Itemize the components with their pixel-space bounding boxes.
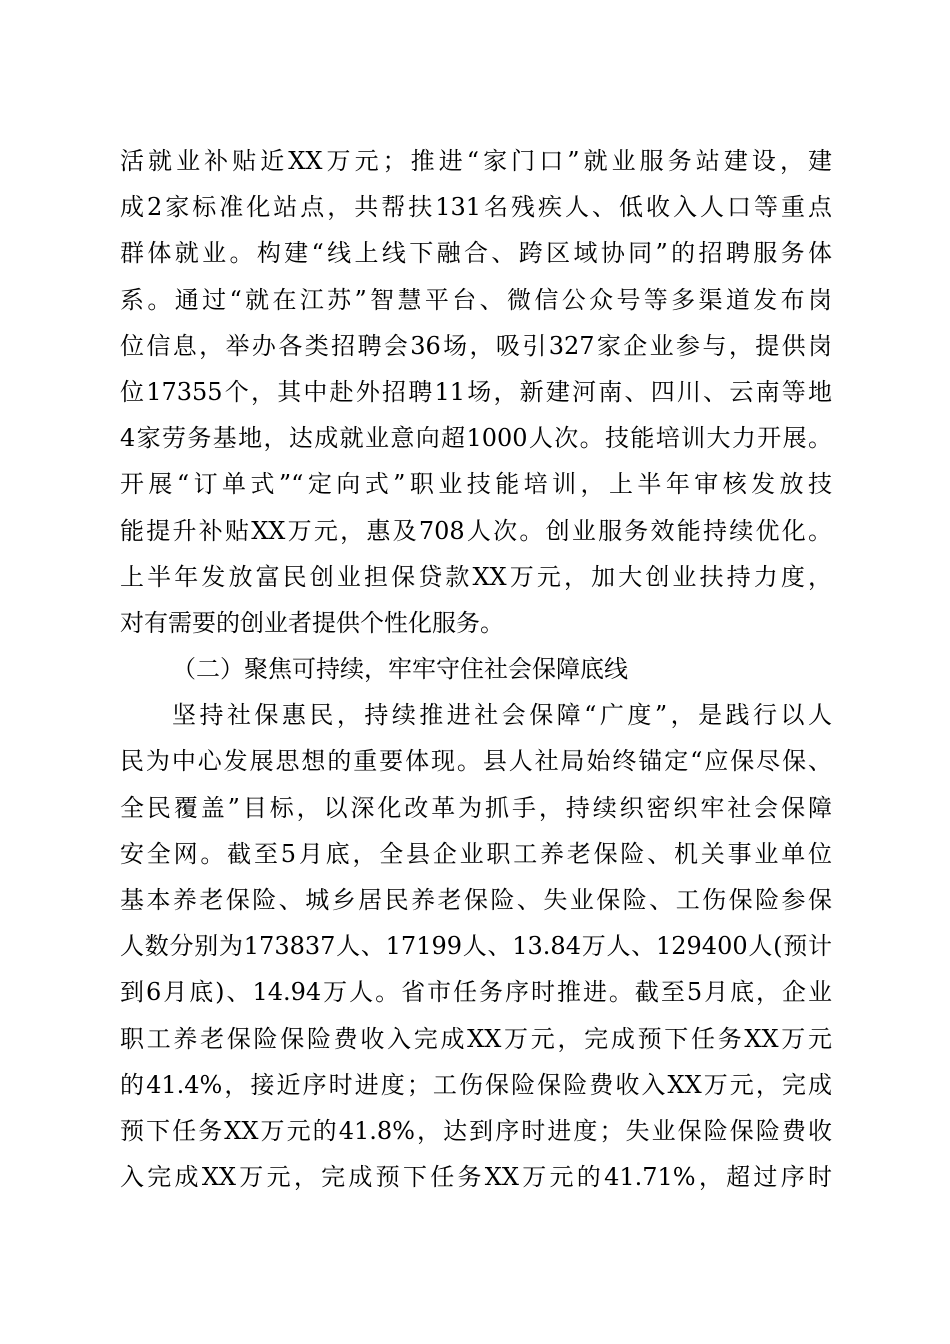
paragraph-line: 开展“订单式”“定向式”职业技能培训，上半年审核发放技: [120, 470, 832, 499]
paragraph-line: 能提升补贴XX万元，惠及708人次。创业服务效能持续优化。: [120, 516, 832, 545]
paragraph-line: 位17355个，其中赴外招聘11场，新建河南、四川、云南等地: [120, 377, 832, 406]
paragraph-line: 民为中心发展思想的重要体现。县人社局始终锚定“应保尽保、: [120, 747, 832, 776]
paragraph-line: 群体就业。构建“线上线下融合、跨区域协同”的招聘服务体: [120, 239, 832, 268]
paragraph-line: 系。通过“就在江苏”智慧平台、微信公众号等多渠道发布岗: [120, 285, 832, 314]
paragraph-line: 人数分别为173837人、17199人、13.84万人、129400人(预计: [120, 932, 832, 961]
paragraph-line: 4家劳务基地，达成就业意向超1000人次。技能培训大力开展。: [120, 424, 832, 453]
paragraph-line: 上半年发放富民创业担保贷款XX万元，加大创业扶持力度，: [120, 562, 832, 591]
paragraph-line: 全民覆盖”目标，以深化改革为抓手，持续织密织牢社会保障: [120, 793, 832, 822]
paragraph-line: 预下任务XX万元的41.8%，达到序时进度；失业保险保险费收: [120, 1116, 832, 1145]
document-body: [120, 138, 832, 1200]
paragraph-line: 对有需要的创业者提供个性化服务。: [120, 608, 504, 637]
paragraph-line: 成2家标准化站点，共帮扶131名残疾人、低收入人口等重点: [120, 193, 832, 222]
paragraph-line: 入完成XX万元，完成预下任务XX万元的41.71%，超过序时: [120, 1163, 832, 1192]
paragraph-line: 到6月底)、14.94万人。省市任务序时推进。截至5月底，企业: [120, 978, 832, 1007]
paragraph-line: 的41.4%，接近序时进度；工伤保险保险费收入XX万元，完成: [120, 1070, 832, 1099]
paragraph-line: 位信息，举办各类招聘会36场，吸引327家企业参与，提供岗: [120, 331, 832, 360]
paragraph-line: 安全网。截至5月底，全县企业职工养老保险、机关事业单位: [120, 839, 832, 868]
paragraph-line: 活就业补贴近XX万元；推进“家门口”就业服务站建设，建: [120, 147, 832, 175]
paragraph-line: 基本养老保险、城乡居民养老保险、失业保险、工伤保险参保: [120, 886, 832, 914]
section-heading: （二）聚焦可持续，牢牢守住社会保障底线: [172, 655, 628, 684]
paragraph-line: 职工养老保险保险费收入完成XX万元，完成预下任务XX万元: [120, 1024, 832, 1053]
paragraph-line: 坚持社保惠民，持续推进社会保障“广度”，是践行以人: [172, 701, 832, 730]
